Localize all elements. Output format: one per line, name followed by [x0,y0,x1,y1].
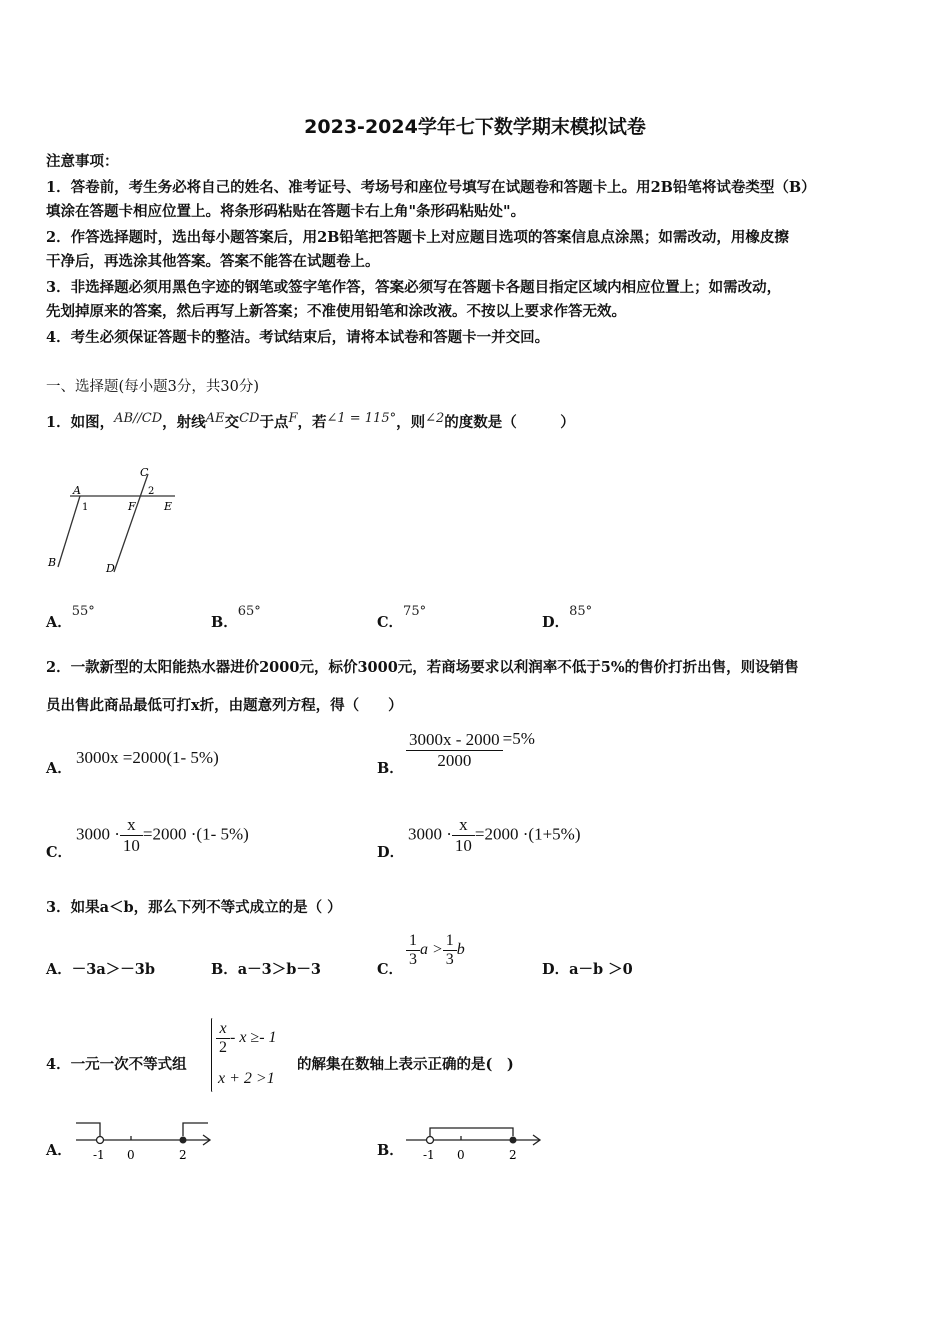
open-point [427,1137,434,1144]
solution-ray-right [183,1123,208,1136]
notice-heading: 注意事项： [46,153,119,170]
system-brace [211,1018,214,1092]
tick-label: -1 [423,1148,435,1162]
q2-option-c-label[interactable]: C． [46,844,73,861]
q1-math: CD [239,411,260,426]
q1-math: F [288,411,298,426]
notice-line: 3．非选择题必须用黑色字迹的钢笔或签字笔作答，答案必须写在答题卡各题目指定区域内相应位置上；如需改动， [46,279,782,296]
fig-label: B [48,556,57,569]
fraction [406,932,420,969]
q1-option-c[interactable] [377,604,427,632]
q2-option-b-expr [406,730,535,771]
tick-label: 2 [179,1148,187,1162]
q1-math: AE [205,411,225,426]
q2-option-a-expr: 3000x =2000(1- 5%) [76,748,219,767]
rhs: =2000 ·(1+5%) [474,824,581,844]
rhs: =5% [502,729,535,749]
q1-text: ，射线 [162,414,206,431]
notice-line: 先划掉原来的答案，然后再写上新答案；不准使用铅笔和涂改液。不按以上要求作答无效。 [46,303,626,320]
option-value: 85° [569,604,593,619]
q1-option-b[interactable] [211,604,261,632]
denominator: 3 [409,951,417,968]
q1-option-a[interactable] [46,604,95,632]
q3-option-d[interactable]: D．a－b ＞0 [542,961,633,978]
numerator: 1 [406,932,420,951]
q1-figure [40,462,190,578]
tick-label: 2 [509,1148,517,1162]
denominator: 2 [219,1039,227,1056]
fig-label: D [106,562,115,575]
expr-part: - x ≥- 1 [230,1029,277,1047]
lhs: 3000 · [76,824,120,844]
denominator: 10 [454,836,472,855]
fig-label: C [140,466,149,479]
fraction [216,1020,230,1057]
option-label: B． [211,614,238,631]
q3-option-c-expr [406,932,465,969]
line-ab [58,496,80,567]
expr-part: a > [420,941,443,959]
numerator: 1 [443,932,457,951]
notice-line: 2．作答选择题时，选出每小题答案后，用2B铅笔把答题卡上对应题目选项的答案信息点涂黑；如需改动，用橡皮擦 [46,229,789,246]
fig-label: A [73,484,81,497]
notice-line: 4．考生必须保证答题卡的整洁。考试结束后，请将本试卷和答题卡一并交回。 [46,329,550,346]
fig-label: 1 [82,502,89,513]
option-label: A． [46,614,72,631]
q1-math: AB//CD [114,411,163,426]
q4-option-a-label[interactable]: A． [46,1142,72,1159]
numerator: 3000x - 2000 [406,730,503,751]
solution-ray-left [76,1123,100,1136]
rhs: =2000 ·(1- 5%) [142,824,249,844]
expr-part: b [456,941,465,959]
fraction [443,932,457,969]
q3-option-a[interactable]: A．－3a＞－3b [46,961,155,978]
notice-line: 填涂在答题卡相应位置上。将条形码粘贴在答题卡右上角"条形码粘贴处"。 [46,203,526,220]
lhs: 3000 · [408,824,452,844]
fig-label: F [128,500,136,513]
numerator: x [120,815,143,836]
q1-math: ∠1 = 115° [326,411,397,426]
numerator: x [452,815,475,836]
fraction [452,815,475,856]
fraction [406,730,503,771]
q1-math: ∠2 [425,411,445,426]
question-2-stem: 员出售此商品最低可打x折，由题意列方程，得（ ） [46,697,403,714]
solution-segment [430,1128,513,1136]
closed-point [510,1137,517,1144]
option-value: 65° [237,604,261,619]
question-3-stem: 3．如果a＜b，那么下列不等式成立的是（ ） [46,899,342,916]
q1-text: ，若 [297,414,327,431]
notice-line: 1．答卷前，考生务必将自己的姓名、准考证号、考场号和座位号填写在试题卷和答题卡上。用2B铅笔将试卷类型（B） [46,179,816,196]
q4-option-a-numberline [70,1118,220,1164]
section-heading: 一、选择题(每小题3分，共30分) [46,379,259,395]
q4-option-b-label[interactable]: B． [377,1142,404,1159]
q3-option-c-label[interactable]: C． [377,961,404,978]
closed-point [180,1137,187,1144]
tick-label: 0 [127,1148,135,1162]
q3-option-b[interactable]: B．a－3＞b－3 [211,961,321,978]
question-4-stem-end: 的解集在数轴上表示正确的是( ) [297,1056,514,1073]
fraction [120,815,143,856]
question-1-stem [46,411,906,433]
fig-label: E [164,500,173,513]
denominator: 2000 [437,751,472,770]
q1-text: 交 [224,414,240,431]
option-label: C． [377,614,404,631]
q4-option-b-numberline [400,1118,550,1164]
q2-option-d-label[interactable]: D． [377,844,405,861]
tick-label: 0 [457,1148,465,1162]
line-cd [114,474,148,572]
question-2-stem: 2．一款新型的太阳能热水器进价2000元，标价3000元，若商场要求以利润率不低于5%的售价打折出售，则设销售 [46,659,799,676]
page-title: 2023-2024学年七下数学期末模拟试卷 [304,116,646,138]
q1-text: ，则 [396,414,426,431]
option-value: 75° [403,604,427,619]
notice-line: 干净后，再选涂其他答案。答案不能答在试题卷上。 [46,253,380,270]
system-line-2: x + 2 >1 [218,1070,275,1087]
q1-option-d[interactable] [542,604,593,632]
denominator: 3 [445,951,454,968]
denominator: 10 [122,836,140,855]
option-value: 55° [71,604,95,619]
open-point [97,1137,104,1144]
q2-option-c-expr [76,815,249,856]
numerator: x [216,1020,230,1039]
q1-text: 的度数是（ ） [444,414,575,431]
q2-option-d-expr [408,815,581,856]
system-line-1 [216,1020,277,1057]
tick-label: -1 [93,1148,105,1162]
option-label: D． [542,614,570,631]
q1-text: 于点 [259,414,289,431]
q2-option-b-label[interactable]: B． [377,760,404,777]
q2-option-a-label[interactable]: A． [46,760,72,777]
q1-text: 1．如图， [46,414,115,431]
question-4-stem-start: 4．一元一次不等式组 [46,1056,187,1073]
fig-label: 2 [148,486,155,497]
